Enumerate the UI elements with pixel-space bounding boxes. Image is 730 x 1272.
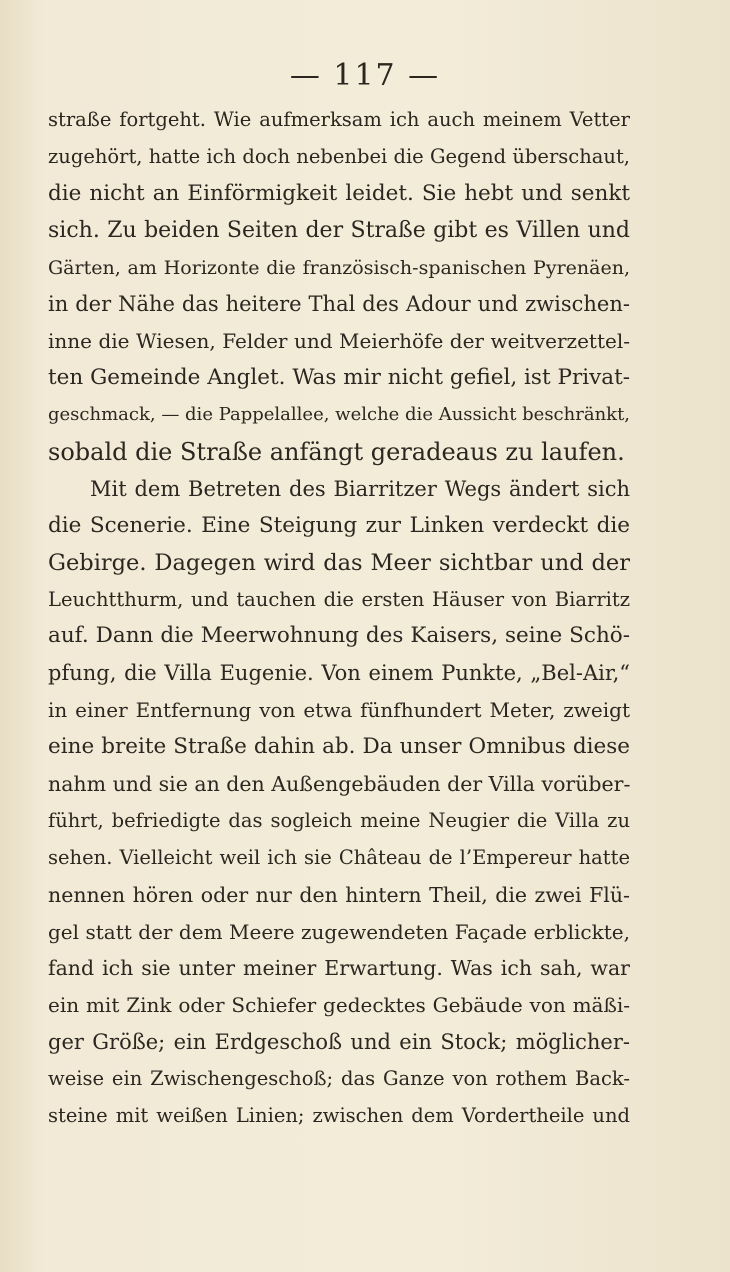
text-line: Gebirge. Dagegen wird das Meer sichtbar und der [48,549,630,576]
text-line: auf. Dann die Meerwohnung des Kaisers, seine Schö- [48,623,630,649]
text-line: gel statt der dem Meere zugewendeten Façade erblickte, [48,919,630,944]
text-line: ger Größe; ein Erdgeschoß und ein Stock; möglicher- [48,1030,630,1055]
text-line: inne die Wiesen, Felder und Meierhöfe der weitverzettel- [48,329,630,354]
text-line: nennen hören oder nur den hintern Theil, die zwei Flü- [48,882,630,907]
text-line: sobald die Straße anfängt geradeaus zu laufen. [48,438,625,467]
text-line: weise ein Zwischengeschoß; das Ganze von rothem Back- [48,1067,630,1091]
text-line: straße fortgeht. Wie aufmerksam ich auch meinem Vetter [48,108,630,131]
text-line: nahm und sie an den Außengebäuden der Villa vorüber- [48,772,630,797]
text-line: eine breite Straße dahin ab. Da unser Omnibus diese [48,734,630,760]
text-line: in der Nähe das heitere Thal des Adour und zwischen- [48,292,630,317]
text-line: die nicht an Einförmigkeit leidet. Sie hebt und senkt [48,180,630,206]
text-line: Gärten, am Horizonte die französisch-spanischen Pyrenäen, [48,256,630,279]
text-line: sich. Zu beiden Seiten der Straße gibt es Villen und [48,217,630,243]
text-line: in einer Entfernung von etwa fünfhundert Meter, zweigt [48,698,630,723]
text-line: geschmack, — die Pappelallee, welche die Aussicht beschränkt, [48,404,630,426]
text-line: die Scenerie. Eine Steigung zur Linken verdeckt die [48,512,630,538]
text-line: pfung, die Villa Eugenie. Von einem Punkte, „Bel-Air,“ [48,661,630,686]
text-line: fand ich sie unter meiner Erwartung. Was ich sah, war [48,956,630,981]
page-number: — 117 — [289,58,441,93]
text-line: ein mit Zink oder Schiefer gedecktes Gebäude von mäßi- [48,993,630,1018]
text-line: Leuchtthurm, und tauchen die ersten Häuser von Biarritz [48,587,630,611]
body-text [48,102,630,1135]
text-line: sehen. Vielleicht weil ich sie Château de l’Empereur hatte [48,845,630,869]
text-line-paragraph-start: Mit dem Betreten des Biarritzer Wegs ändert sich [90,476,630,501]
text-line: zugehört, hatte ich doch nebenbei die Gegend überschaut, [48,144,630,168]
text-line: führt, befriedigte das sogleich meine Neugier die Villa zu [48,808,630,832]
text-line: steine mit weißen Linien; zwischen dem Vordertheile und [48,1104,630,1128]
text-line: ten Gemeinde Anglet. Was mir nicht gefiel, ist Privat- [48,365,630,391]
